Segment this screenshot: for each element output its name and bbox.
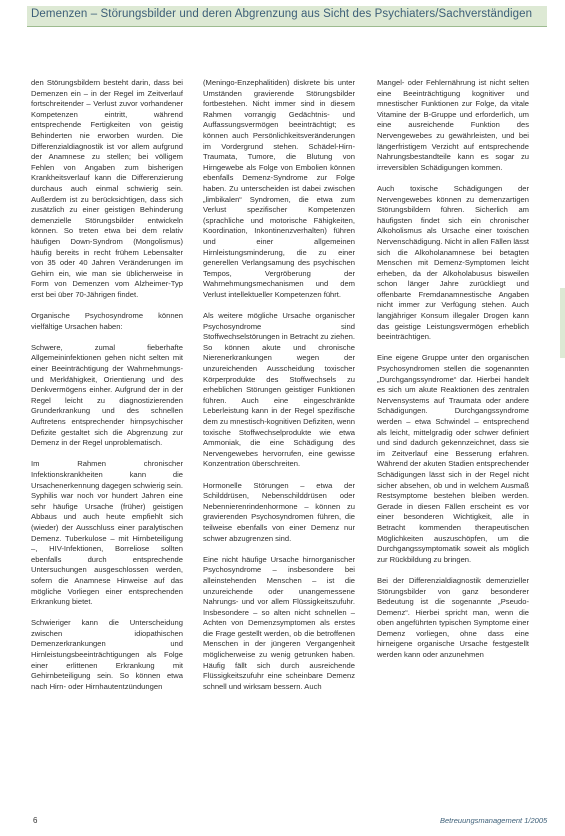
paragraph: Schwere, zumal fieberhafte Allgemeininfektionen gehen nicht selten mit einer Beeinträchtigung der Wahrnehmungs- und Merkfähigkeit, Orientierung und des Denkvermögens einher. Aufgrund der in der Regel leicht zu diagnostizierenden Grunderkrankung und des schnellen Auftretens entsprechender hirnpsychischer Defizite gestaltet sich die Abgrenzung zur Demenz in der Regel unproblematisch. [31, 342, 183, 448]
text-column-1 [31, 78, 183, 703]
paragraph: Schwieriger kann die Unterscheidung zwischen idiopathischen Demenzerkrankungen und Hirnleistungsbeeinträchtigungen als Folge einer erlittenen Erkrankung mit Gehirnbeteiligung sein. So können etwa nach Hirn- oder Hirnhautentzündungen [31, 618, 183, 691]
paragraph: Bei der Differenzialdiagnostik demenzieller Störungsbilder von ganz besonderer Bedeutung ist die sogenannte „Pseudo-Demenz“. Hierbei spricht man, wenn die oben angeführten typischen Symptome einer Demenz vorliegen, ohne dass eine hirneigene organische Ursache festgestellt werden kann oder anzunehmen [377, 575, 529, 660]
header-title: Demenzen – Störungsbilder und deren Abgrenzung aus Sicht des Psychiaters/Sachverständigen [31, 8, 533, 20]
paragraph: Eine eigene Gruppe unter den organischen Psychosyndromen stellen die sogenannten „Durchgangssyndrome“ dar. Hierbei handelt es sich um akute Reaktionen des zentralen Nervensystems auf Traumata oder andere Schädigungen. Durchgangssyndrome werden – etwa Schwindel – entsprechend als leicht, mittelgradig oder schwer definiert und sind dadurch gekennzeichnet, dass sie im Zeitverlauf eine Besserung erfahren. Während der akuten Stadien entsprechender Schädigungen lässt sich in der Regel nicht sicher absehen, ob und in welchem Ausmaß Restsymptome bestehen bleiben werden. Gerade in diesen Fällen erscheint es vor einer besonderen Wichtigkeit, alle in Betracht kommenden therapeutischen Möglichkeiten auszuschöpfen, um die Durchgangssymptomatik soweit als möglich zur Rückbildung zu bringen. [377, 353, 529, 564]
paragraph: Auch toxische Schädigungen der Nervengewebes können zu demenzartigen Störungsbildern führen. Sicherlich am häufigsten findet sich ein chronischer Alkoholismus als Ursache einer toxischen Nervenschädigung. Nicht in allen Fällen lässt sich die Alkoholanamnese bei betagten Menschen mit Demenz-Symptomen leicht erheben, da der Alkoholabusus bisweilen schon länger Jahre zurückliegt und offenbarte Fremdanamnestische Angaben nicht immer zur Verfügung stehen. Auch langjähriger Konsum illegaler Drogen kann das geistige Leistungsvermögen erheblich beeinträchtigen. [377, 183, 529, 342]
side-tab-marker [560, 288, 565, 358]
text-column-2 [203, 78, 355, 703]
paragraph: (Meningo-Enzephalitiden) diskrete bis unter Umständen gravierende Störungsbilder fortbestehen. Nicht immer sind in diesem Rahmen vorrangig Gedächtnis- und Auffassungsvermögen beeinträchtigt; es können auch Persönlichkeitsveränderungen im Vordergrund stehen. Schädel-Hirn-Traumata, Tumore, die Blutung von Hirngewebe als Folge von Embolien können ebenfalls Demenz-Syndrome zur Folge haben. Zu unterscheiden ist dabei zwischen „limbikalen“ Syndromen, die etwa zum Verlust spezifischer Kompetenzen (sprachliche und motorische Fähigkeiten, Koordination, Inkontinenzverhalten) führen und einer allgemeinen Hirnleistungsminderung, die zu einer generellen Verlangsamung des psychischen Tempos, Vergröberung der Wahrnehmungsmechanismen und dem Verlust intellektueller Kompetenzen führt. [203, 78, 355, 299]
paragraph: Mangel- oder Fehlernährung ist nicht selten eine Beeinträchtigung kognitiver und mnestischer Funktionen zur Folge, da vitale Vitamine der B-Gruppe und erforderlich, um eine ausreichende Funktion des Nervengewebes zu gewährleisten, und bei längerfristigem Verzicht auf entsprechende Nahrungsbestandteile kann es sogar zu irreversiblen Schädigungen kommen. [377, 78, 529, 172]
text-column-3 [377, 78, 529, 671]
paragraph: den Störungsbildern besteht darin, dass bei Demenzen ein – in der Regel im Zeitverlauf fortschreitender – Verlust zuvor vorhandener Kompetenzen eintritt, während entsprechende Fertigkeiten von geistig Behinderten nie erworben wurden. Die Differenzialdiagnostik ist vor allem aufgrund der Anamnese zu stellen; bei völligem Fehlen von Angaben zum bisherigen Krankheitsverlauf kann die Differenzierung durchaus auch einmal schwierig sein. Außerdem ist zu berücksichtigen, dass sich zusätzlich zu einer geistigen Behinderung demenzielle Störungsbilder entwickeln können. So treten etwa bei dem relativ häufigen Down-Syndrom (Mongolismus) häufig bereits in recht frühem Lebensalter von 35 oder 40 Jahren Veränderungen im Gehirn ein, wie man sie üblicherweise in Form von Demenzen vom Alzheimer-Typ erst bei über 70-Jährigen findet. [31, 78, 183, 299]
page-number: 6 [33, 816, 38, 825]
journal-issue: Betreuungsmanagement 1/2005 [440, 816, 548, 825]
running-header [27, 6, 547, 27]
paragraph: Organische Psychosyndrome können vielfältige Ursachen haben: [31, 311, 183, 331]
paragraph: Eine nicht häufige Ursache hirnorganischer Psychosyndrome – insbesondere bei alleinstehenden Menschen – ist die unzureichende oder unangemessene Nahrungs- und vor allem Flüssigkeitszufuhr. Insbesondere – so alten nicht schnellen – Achten von Demenzsymptomen als erstes die Frage gestellt werden, ob die betroffenen Menschen in der jüngeren Vergangenheit möglicherweise zu wenig getrunken haben. Häufig fällt sich durch ausreichende Flüssigkeitszufuhr eine scheinbare Demenz schnell und wirksam bessern. Auch [203, 554, 355, 691]
paragraph: Hormonelle Störungen – etwa der Schilddrüsen, Nebenschilddrüsen oder Nebennierenrindenhormone – können zu gravierenden Psychosyndromen führen, die teilweise ebenfalls von einer Demenz nur schwer abzugrenzen sind. [203, 480, 355, 543]
paragraph: Als weitere mögliche Ursache organischer Psychosyndrome sind Stoffwechselstörungen in Betracht zu ziehen. So können akute und chronische Nierenerkrankungen wegen der unzureichenden Ausscheidung toxischer Körperprodukte des Stoffwechsels zu erheblichen Störungen geistiger Funktionen führen. Auch eine eingeschränkte Leberleistung kann in der Regel spezifische dem zu mnestisch-kognitiven Defiziten, wenn toxische Stoffwechselprodukte wie etwa Ammoniak, die eine Schädigung des Nervengewebes hervorrufen, eine gewisse Konzentration überschreiten. [203, 311, 355, 469]
paragraph: Im Rahmen chronischer Infektionskrankheiten kann die Ursachenerkennung dagegen schwierig sein. Syphilis war noch vor hundert Jahren eine sehr häufige Ursache (früher) geistigen Abbaus und auch heute empfiehlt sich (wieder) der Ausschluss einer paralytischen Demenz. Tuberkulose – mit Hirnbeteiligung –, HIV-Infektionen, Borreliose sollten ebenfalls durch entsprechende Untersuchungen ausgeschlossen werden, sofern die Anamnese Hinweise auf das mögliche Vorliegen einer entsprechenden Erkrankung bietet. [31, 459, 183, 607]
